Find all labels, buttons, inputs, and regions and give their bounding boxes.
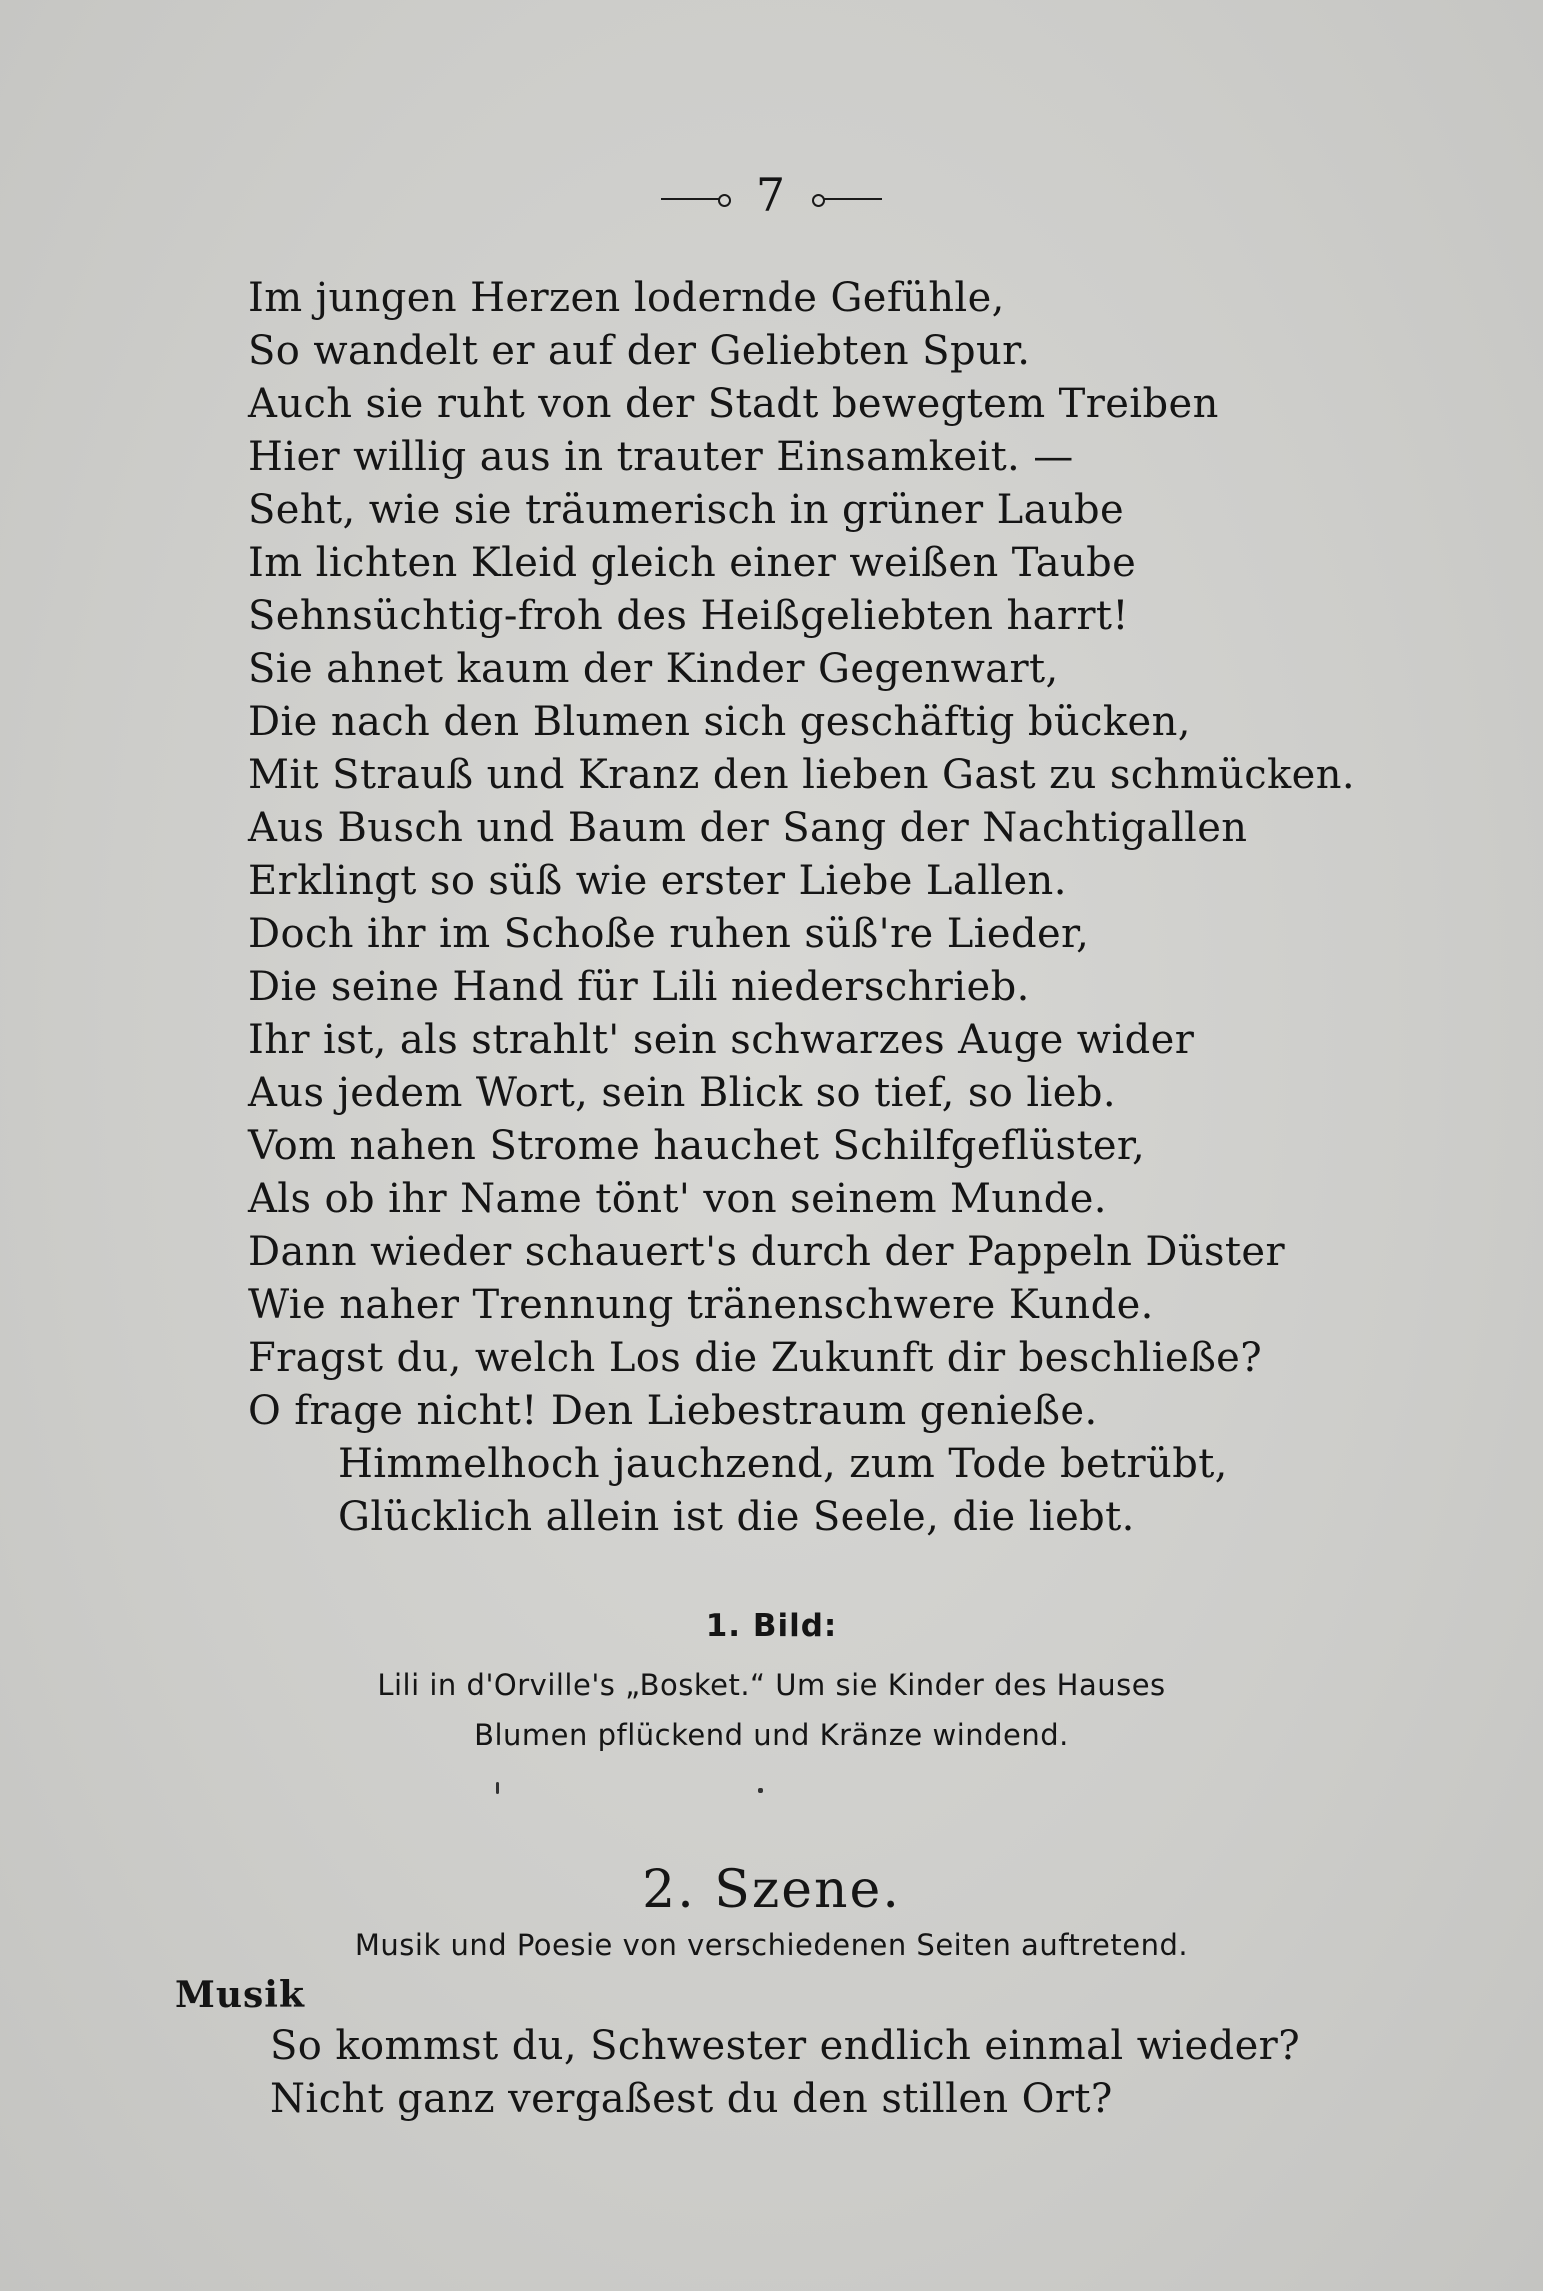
speech-line: So kommst du, Schwester endlich einmal wieder?: [270, 2023, 1301, 2069]
poem-line: Aus Busch und Baum der Sang der Nachtigallen: [248, 805, 1248, 851]
poem-line: Ihr ist, als strahlt' sein schwarzes Auge wider: [248, 1017, 1195, 1063]
right-ornament-icon: [818, 198, 882, 200]
poem-line-indented: Glücklich allein ist die Seele, die liebt.: [338, 1494, 1135, 1540]
speech-text: [270, 2020, 1420, 2126]
poem-line: Sie ahnet kaum der Kinder Gegenwart,: [248, 646, 1059, 692]
poem-text: [248, 272, 1398, 1544]
poem-line: Als ob ihr Name tönt' von seinem Munde.: [248, 1176, 1107, 1222]
ink-speck-icon: [758, 1788, 763, 1793]
poem-line: Sehnsüchtig-froh des Heißgeliebten harrt!: [248, 593, 1129, 639]
szene-title: 2. Szene.: [642, 1860, 901, 1920]
poem-line: Fragst du, welch Los die Zukunft dir beschließe?: [248, 1335, 1263, 1381]
poem-line: Im lichten Kleid gleich einer weißen Taube: [248, 540, 1137, 586]
poem-line: Aus jedem Wort, sein Blick so tief, so lieb.: [248, 1070, 1116, 1116]
bild-title: 1. Bild:: [705, 1608, 838, 1644]
poem-line: Hier willig aus in trauter Einsamkeit. —: [248, 434, 1074, 480]
poem-line: So wandelt er auf der Geliebten Spur.: [248, 328, 1031, 374]
left-ornament-icon: [661, 198, 725, 200]
poem-line: Die seine Hand für Lili niederschrieb.: [248, 964, 1030, 1010]
poem-line: Doch ihr im Schoße ruhen süß're Lieder,: [248, 911, 1090, 957]
page-number: 7: [755, 168, 788, 222]
speech-line: Nicht ganz vergaßest du den stillen Ort?: [270, 2076, 1113, 2122]
poem-line: Vom nahen Strome hauchet Schilfgeflüster,: [248, 1123, 1146, 1169]
poem-line: Erklingt so süß wie erster Liebe Lallen.: [248, 858, 1067, 904]
bild-stage-direction-line-1: Lili in d'Orville's „Bosket.“ Um sie Kinder des Hauses: [377, 1668, 1166, 1702]
poem-line: O frage nicht! Den Liebestraum genieße.: [248, 1388, 1098, 1434]
poem-line: Seht, wie sie träumerisch in grüner Laube: [248, 487, 1125, 533]
poem-line: Dann wieder schauert's durch der Pappeln Düster: [248, 1229, 1286, 1275]
poem-line: Mit Strauß und Kranz den lieben Gast zu schmücken.: [248, 752, 1356, 798]
ink-speck-icon: [496, 1782, 499, 1794]
poem-line-indented: Himmelhoch jauchzend, zum Tode betrübt,: [338, 1441, 1228, 1487]
bild-stage-direction-line-2: Blumen pflückend und Kränze windend.: [474, 1718, 1069, 1752]
poem-line: Im jungen Herzen lodernde Gefühle,: [248, 275, 1005, 321]
szene-stage-direction: Musik und Poesie von verschiedenen Seiten auftretend.: [354, 1928, 1189, 1962]
poem-line: Auch sie ruht von der Stadt bewegtem Treiben: [248, 381, 1219, 427]
poem-line: Die nach den Blumen sich geschäftig bücken,: [248, 699, 1191, 745]
speaker-label: Musik: [175, 1974, 305, 2016]
poem-line: Wie naher Trennung tränenschwere Kunde.: [248, 1282, 1154, 1328]
page-number-header: [0, 168, 1543, 222]
